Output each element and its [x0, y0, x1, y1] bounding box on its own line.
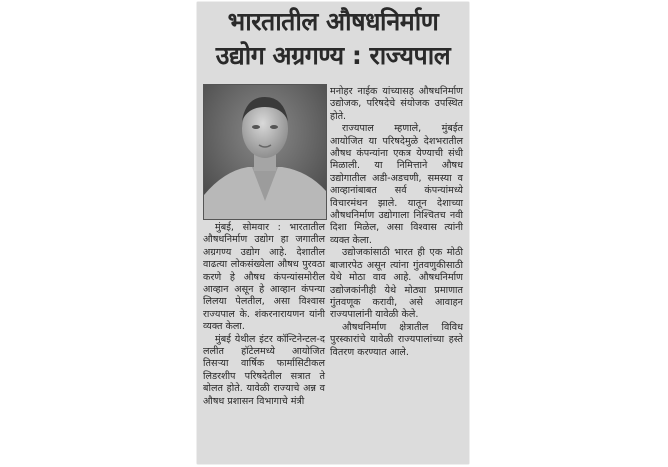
newspaper-clipping [197, 2, 469, 464]
paragraph: मुंबई येथील इंटर कॉन्टिनेन्टल-द ललीत हॉटेलमध्ये आयोजित तिसऱ्या वार्षिक फार्मासिटीकल लिडरशीप परिषदेतील सत्रात ते बोलत होते. यावेळी राज्याचे अन्न व औषध प्रशासन विभागाचे मंत्री [203, 333, 325, 407]
headline-line-1: भारतातील औषधनिर्माण [227, 7, 439, 36]
paragraph: औषधनिर्माण क्षेत्रातील विविध पुरस्कारांचे यावेळी राज्यपालांच्या हस्ते वितरण करण्यात आले. [330, 321, 463, 358]
paragraph: मनोहर नाईक यांच्यासह औषधनिर्माण उद्योजक, परिषदेचे संयोजक उपस्थित होते. [330, 86, 463, 122]
paragraph: मुंबई, सोमवार : भारतातील औषधनिर्माण उद्योग हा जगातील अग्रगण्य उद्योग आहे. देशातील वाढत्या लोकसंख्येला औषध पुरवठा करणे हे औषध कंपन्यांसमोरील आव्हान असून हे आव्हान कंपन्या लिलया पेलतील, असा विश्वास राज्यपाल के. शंकरनारायणन यांनी व्यक्त केला. [203, 222, 325, 333]
paragraph: राज्यपाल म्हणाले, मुंबईत आयोजित या परिषदेमुळे देशभरातील औषध कंपन्यांना एकत्र येण्याची संधी मिळाली. या निमित्ताने औषध उद्योगातील अडी-अडचणी, समस्या व आव्हानांबाबत सर्व कंपन्यांमध्ये विचारमंथन झाले. यातून देशाच्या औषधनिर्माण उद्योगाला निश्चितच नवी दिशा मिळेल, असा विश्वास त्यांनी व्यक्त केला. [330, 123, 463, 246]
paragraph: उद्योजकांसाठी भारत ही एक मोठी बाजारपेठ असून त्यांना गुंतवणुकीसाठी येथे मोठा वाव आहे. औषधनिर्माण उद्योजकांनीही येथे मोठ्या प्रमाणात गुंतवणूक करावी, असे आवाहन राज्यपालांनी यावेळी केले. [330, 247, 463, 321]
article-column-left [203, 222, 325, 408]
portrait-image [204, 85, 326, 219]
article-column-right [330, 86, 463, 359]
governor-photo [203, 84, 327, 220]
headline-line-2: उद्योग अग्रगण्य : राज्यपाल [215, 41, 451, 70]
